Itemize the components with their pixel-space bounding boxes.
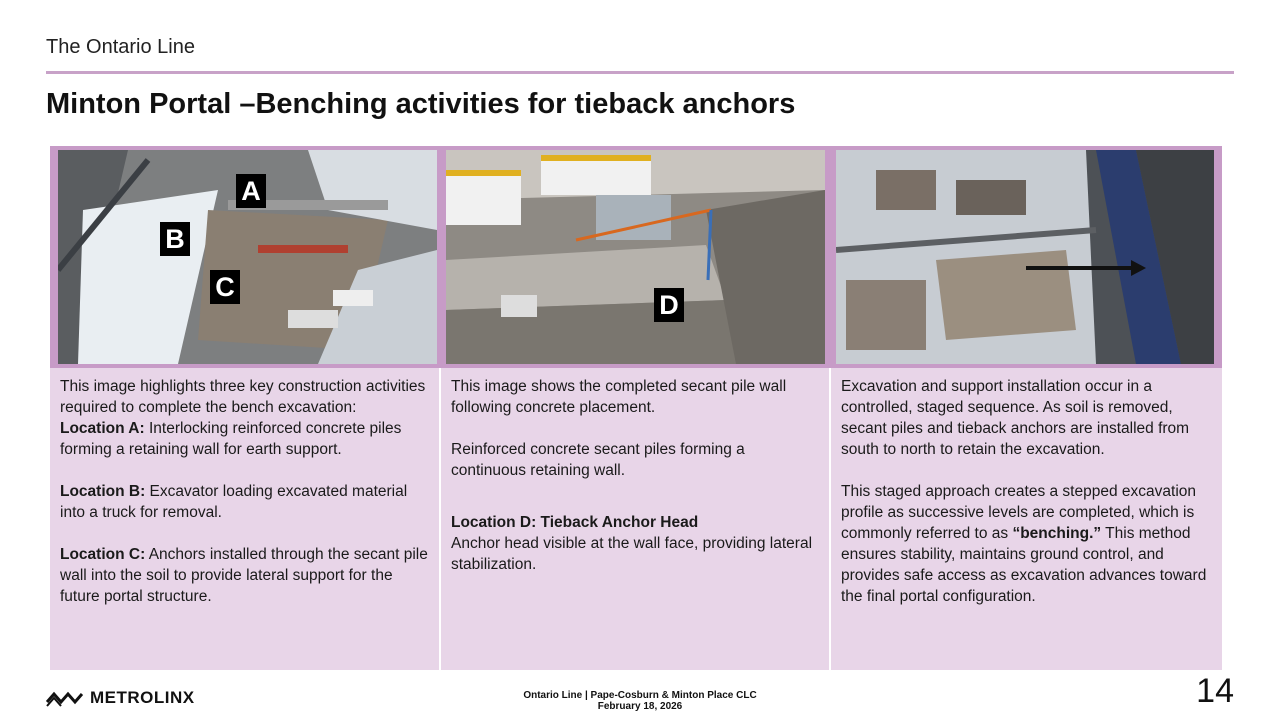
photo-secant-pile-wall (446, 150, 825, 364)
top-label: The Ontario Line (46, 36, 195, 58)
location-c-label: Location C: (60, 546, 146, 563)
middle-p2: Reinforced concrete secant piles forming a continuous retaining wall. (451, 441, 745, 479)
right-p2: This staged approach creates a stepped excavation profile as successive levels are completed, which is commonly referred to as “benching.” This method ensures stability, maintains ground control, and provides safe access as excavation advances toward the final portal configuration. (841, 483, 1207, 605)
marker-b: B (160, 222, 190, 256)
location-b-label: Location B: (60, 483, 146, 500)
location-d-label: Location D: Tieback Anchor Head (451, 514, 699, 531)
left-intro: This image highlights three key construction activities required to complete the bench excavation: (60, 378, 426, 416)
location-a (60, 418, 429, 460)
location-c-text: Anchors installed through the secant pile wall into the soil to provide lateral support for the future portal structure. (60, 546, 428, 605)
footer-line1: Ontario Line | Pape-Cosburn & Minton Place CLC (523, 690, 757, 701)
metrolinx-wordmark: METROLINX (90, 688, 195, 707)
photo-aerial-sequence (836, 150, 1214, 364)
content-panel (50, 146, 1222, 670)
page-number: 14 (1196, 672, 1234, 710)
page-title: Minton Portal –Benching activities for tieback anchors (46, 88, 796, 120)
footer-caption (0, 690, 1280, 712)
location-a-text: Interlocking reinforced concrete piles forming a retaining wall for earth support. (60, 420, 402, 458)
location-b-text: Excavator loading excavated material into a truck for removal. (60, 483, 408, 521)
cell-middle (441, 368, 829, 670)
cell-right (831, 368, 1222, 670)
marker-d: D (654, 288, 684, 322)
marker-c: C (210, 270, 240, 304)
location-a-label: Location A: (60, 420, 145, 437)
right-p1: Excavation and support installation occur in a controlled, staged sequence. As soil is removed, secant piles and tieback anchors are installed from south to north to retain the excavation. (841, 378, 1190, 458)
middle-p1: This image shows the completed secant pile wall following concrete placement. (451, 378, 787, 416)
photo-band (50, 146, 1222, 368)
top-rule (46, 71, 1234, 74)
text-cells (50, 368, 1222, 670)
cell-left (50, 368, 439, 670)
location-c (60, 544, 429, 607)
location-b (60, 481, 429, 523)
location-d-text: Anchor head visible at the wall face, providing lateral stabilization. (451, 535, 813, 573)
marker-a: A (236, 174, 266, 208)
footer-line2: February 18, 2026 (597, 701, 683, 712)
benching-term: “benching.” (1012, 525, 1102, 542)
